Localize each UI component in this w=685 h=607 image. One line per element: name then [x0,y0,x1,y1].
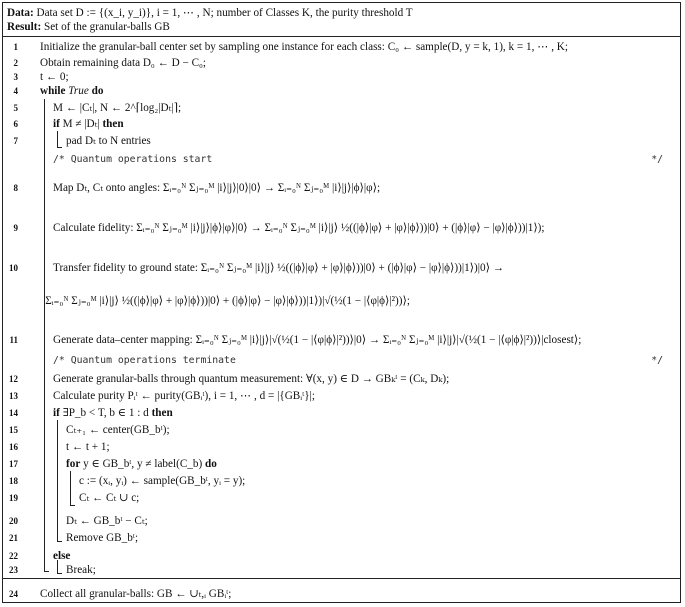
line-number: 11 [9,335,18,345]
line-number: 14 [9,408,18,418]
algorithm-line [53,221,545,235]
algorithm-line [53,406,173,420]
line-text: Σᵢ₌₀ᴺ Σⱼ₌₀ᴹ |i⟩|j⟩ ½((|ϕ⟩|φ⟩ + |φ⟩|ϕ⟩))|0⟩ + (|ϕ⟩|φ⟩ − |φ⟩|ϕ⟩))|1⟩)|√(½(1 − |⟨φ|ϕ⟩|²))⟩; [45,295,410,307]
line-number: 4 [13,86,18,96]
algorithm-line [66,531,138,545]
keyword: then [151,407,173,419]
algorithm-line [45,294,410,308]
line-number: 16 [9,442,18,452]
algorithm-line [53,333,581,347]
line-number: 3 [13,72,18,82]
keyword: if [53,118,60,130]
line-text: Cₜ ← Cₜ ∪ c; [79,492,140,504]
result-label: Result: [7,21,42,33]
line-text: Generate data–center mapping: Σᵢ₌₀ᴺ Σⱼ₌₀ᴹ |i⟩|j⟩|√(½(1 − |⟨φ|ϕ⟩|²))⟩|0⟩ → Σᵢ₌₀ᴺ Σⱼ₌₀ᴹ |i⟩|j⟩|√(½(1 − |⟨φ|ϕ⟩|²))⟩|closest⟩; [53,334,582,346]
data-text: Data set D := {(x_i, y_i)}, i = 1, ⋯ , N; number of Classes K, the purity threshold T [36,7,413,19]
line-text: M ← |Cₜ|, N ← 2^⌈log₂|Dₜ|⌉; [53,102,182,114]
keyword: for [66,458,81,470]
line-number: 12 [9,374,18,384]
algorithm-line [53,181,380,195]
line-number: 15 [9,425,18,435]
keyword: while [40,85,66,97]
line-number: 13 [9,391,18,401]
line-number: 2 [13,58,18,68]
algorithm-line [66,514,148,528]
algorithm-line [53,389,315,403]
algorithm-line [40,70,69,84]
line-text: t ← t + 1; [66,441,110,453]
algorithm-line [53,372,449,386]
line-number: 21 [9,533,18,543]
code-comment-end: */ [651,154,663,165]
algorithm-line [66,423,170,437]
line-text: ∃P_b < T, b ∈ 1 : d [59,407,152,419]
algorithm-line [40,84,103,98]
line-number: 23 [9,565,18,575]
line-number: 5 [13,103,18,113]
block-rule-end [57,541,62,542]
header-divider [2,36,681,37]
line-text: Initialize the granular-ball center set by sampling one instance for each class: C₀ ← sample(D, y = k, 1), k = 1, ⋯ , K; [40,41,568,53]
algorithm-line [53,549,70,563]
algorithm-line [40,40,568,54]
line-text: M ≠ |Dₜ| [59,118,103,130]
block-rule-end [57,147,62,148]
code-comment: /* Quantum operations terminate [53,355,236,366]
code-comment: /* Quantum operations start [53,154,213,165]
algorithm-line [79,474,245,488]
line-text: Map Dₜ, Cₜ onto angles: Σᵢ₌₀ᴺ Σⱼ₌₀ᴹ |i⟩|j⟩|0⟩|0⟩ → Σᵢ₌₀ᴺ Σⱼ₌₀ᴹ |i⟩|j⟩|ϕ⟩|φ⟩; [53,182,381,194]
keyword: if [53,407,60,419]
algorithm-line [66,563,96,577]
line-text: Calculate purity Pᵢᵗ ← purity(GBᵢᵗ), i = 1, ⋯ , d = |{GBᵢᵗ}|; [53,390,315,402]
line-text: Generate granular-balls through quantum measurement: ∀(x, y) ∈ D → GBₖᵗ = (Cₖ, Dₖ); [53,373,450,385]
line-text: Cₜ₊₁ ← center(GB_bᵗ); [66,424,170,436]
data-label: Data: [7,7,34,19]
line-number: 8 [13,183,18,193]
data-line [7,6,413,20]
result-text: Set of the granular-balls GB [43,21,170,33]
block-rule [57,420,58,541]
line-text: Transfer fidelity to ground state: Σᵢ₌₀ᴺ Σⱼ₌₀ᴹ |i⟩|j⟩ ½((|ϕ⟩|φ⟩ + |φ⟩|ϕ⟩))|0⟩ + (|ϕ⟩|φ⟩ − |φ⟩|ϕ⟩))|1⟩)|0⟩ → [53,262,504,274]
line-number: 22 [9,551,18,561]
line-number: 24 [9,589,18,599]
algorithm-line [53,117,124,131]
line-number: 20 [9,516,18,526]
keyword: do [205,458,217,470]
line-text: Obtain remaining data D₀ ← D − C₀; [40,57,207,69]
algorithm-line [40,587,231,601]
algorithm-line [79,491,139,505]
line-text: Calculate fidelity: Σᵢ₌₀ᴺ Σⱼ₌₀ᴹ |i⟩|j⟩|ϕ⟩|φ⟩|0⟩ → Σᵢ₌₀ᴺ Σⱼ₌₀ᴹ |i⟩|j⟩ ½((|ϕ⟩|φ⟩ + |φ⟩|ϕ⟩))|0⟩ + (|ϕ⟩|φ⟩ − |φ⟩|ϕ⟩))|1⟩); [53,222,545,234]
line-text: y ∈ GB_bᵗ, y ≠ label(C_b) [80,458,205,470]
line-number: 18 [9,476,18,486]
algorithm-line [66,440,110,454]
algorithm-line [53,261,504,275]
line-text: Break; [66,564,96,576]
line-number: 6 [13,119,18,129]
algorithm-line [66,457,217,471]
result-line [7,20,170,34]
algorithm-line [53,101,181,115]
line-text: Remove GB_bᵗ; [66,532,139,544]
line-number: 17 [9,459,18,469]
line-number: 19 [9,493,18,503]
line-text: Collect all granular-balls: GB ← ∪ₜ,ᵢ GBᵢᵗ; [40,588,232,600]
line-number: 1 [13,42,18,52]
code-comment-end: */ [651,355,663,366]
keyword: then [102,118,124,130]
line-text: Dₜ ← GB_bᵗ − Cₜ; [66,515,148,527]
block-rule [70,471,71,505]
footer-divider [2,578,681,579]
keyword: do [91,85,104,97]
keyword: else [53,550,71,562]
block-rule-end [70,505,75,506]
block-rule [57,560,58,573]
line-text: pad Dₜ to N entries [66,135,151,147]
algorithm-line [66,134,151,148]
line-text: True [65,85,92,97]
algorithm-line [40,56,206,70]
line-number: 10 [9,263,18,273]
line-text: t ← 0; [40,71,69,83]
line-number: 9 [13,223,18,233]
line-text: c := (xᵢ, yᵢ) ← sample(GB_bᵗ, yᵢ = y); [79,475,246,487]
block-rule-end [44,571,49,572]
block-rule [44,99,45,571]
block-rule [57,131,58,147]
line-number: 7 [13,136,18,146]
block-rule-end [57,573,62,574]
